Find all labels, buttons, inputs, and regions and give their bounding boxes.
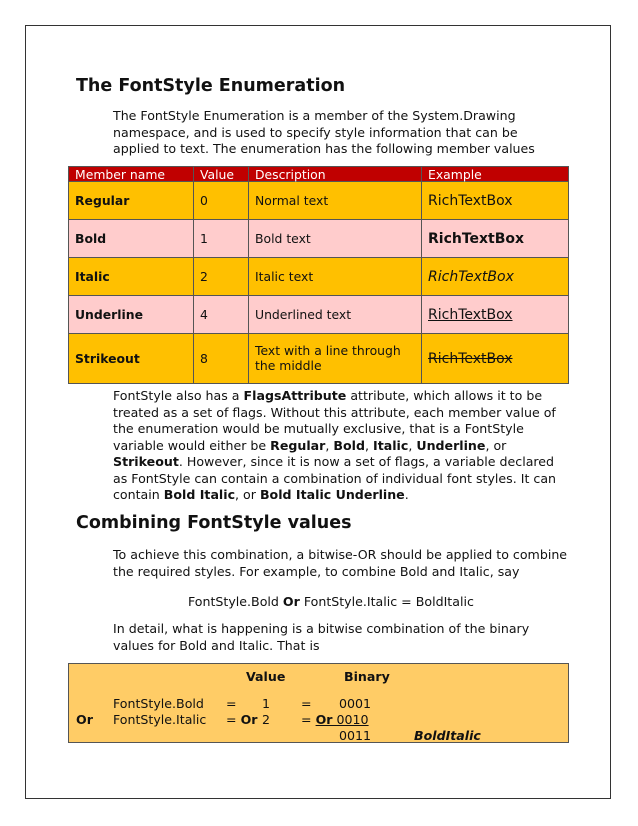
member-value: 8 (194, 334, 249, 384)
member-description: Italic text (249, 258, 422, 296)
header-example: Example (422, 167, 569, 182)
calc-row2-eq2: = Or 0010 (301, 712, 369, 727)
detail-paragraph: In detail, what is happening is a bitwise combination of the binary values for Bold and Italic. That is (113, 621, 530, 653)
flags-paragraph: FontStyle also has a FlagsAttribute attribute, which allows it to be treated as a set of flags. Without this attribute, each member value of the enumeration would be mutually exclusive, that is a FontStyle variable would either be Regular, Bold, Italic, Underline, or Strikeout. However, since it is now a set of flags, a variable declared as FontStyle can contain a combination of individual font styles. It can contain Bold Italic, or Bold Italic Underline. (113, 388, 557, 502)
member-example: RichTextBox (422, 258, 569, 296)
member-name: Italic (69, 258, 194, 296)
calc-row1-eq1: = (226, 696, 237, 711)
calc-row1-eq2: = (301, 696, 312, 711)
table-row (69, 334, 569, 384)
member-name: Strikeout (69, 334, 194, 384)
header-description: Description (249, 167, 422, 182)
calc-result: BoldItalic (414, 728, 481, 743)
calc-row1-binary: 0001 (339, 696, 372, 711)
intro-paragraph: The FontStyle Enumeration is a member of the System.Drawing namespace, and is used to specify style information that can be applied to text. The enumeration has the following member values (113, 108, 535, 156)
member-value: 2 (194, 258, 249, 296)
member-value: 1 (194, 220, 249, 258)
table-row (69, 296, 569, 334)
member-name: Bold (69, 220, 194, 258)
calc-row2-prefix: Or (76, 712, 93, 727)
calc-row1-value: 1 (262, 696, 271, 711)
members-table (68, 166, 569, 384)
calc-row1-name: FontStyle.Bold (113, 696, 204, 711)
heading-fontstyle-enumeration: The FontStyle Enumeration (76, 76, 346, 96)
table-row (69, 258, 569, 296)
calc-value-header: Value (246, 669, 286, 684)
member-example: RichTextBox (422, 182, 569, 220)
code-example: FontStyle.Bold Or FontStyle.Italic = BoldItalic (188, 594, 474, 609)
member-description: Bold text (249, 220, 422, 258)
calc-row2-value: 2 (262, 712, 271, 727)
calc-row2-eq1: = Or (226, 712, 258, 727)
header-value: Value (194, 167, 249, 182)
member-example: RichTextBox (422, 296, 569, 334)
member-name: Underline (69, 296, 194, 334)
member-description: Underlined text (249, 296, 422, 334)
header-member-name: Member name (69, 167, 194, 182)
calc-row2-name: FontStyle.Italic (113, 712, 207, 727)
calc-binary-header: Binary (344, 669, 390, 684)
member-description: Normal text (249, 182, 422, 220)
member-value: 0 (194, 182, 249, 220)
table-row (69, 220, 569, 258)
member-name: Regular (69, 182, 194, 220)
member-example: RichTextBox (422, 334, 569, 384)
combine-paragraph: To achieve this combination, a bitwise-OR should be applied to combine the required styles. For example, to combine Bold and Italic, say (113, 547, 568, 579)
member-description: Text with a line through the middle (249, 334, 422, 384)
member-value: 4 (194, 296, 249, 334)
heading-combining-fontstyle: Combining FontStyle values (76, 513, 352, 533)
table-row (69, 182, 569, 220)
table-header-row (69, 167, 569, 182)
member-example: RichTextBox (422, 220, 569, 258)
bitwise-calculation-box (68, 663, 569, 743)
calc-row3-binary: 0011 (339, 728, 372, 743)
